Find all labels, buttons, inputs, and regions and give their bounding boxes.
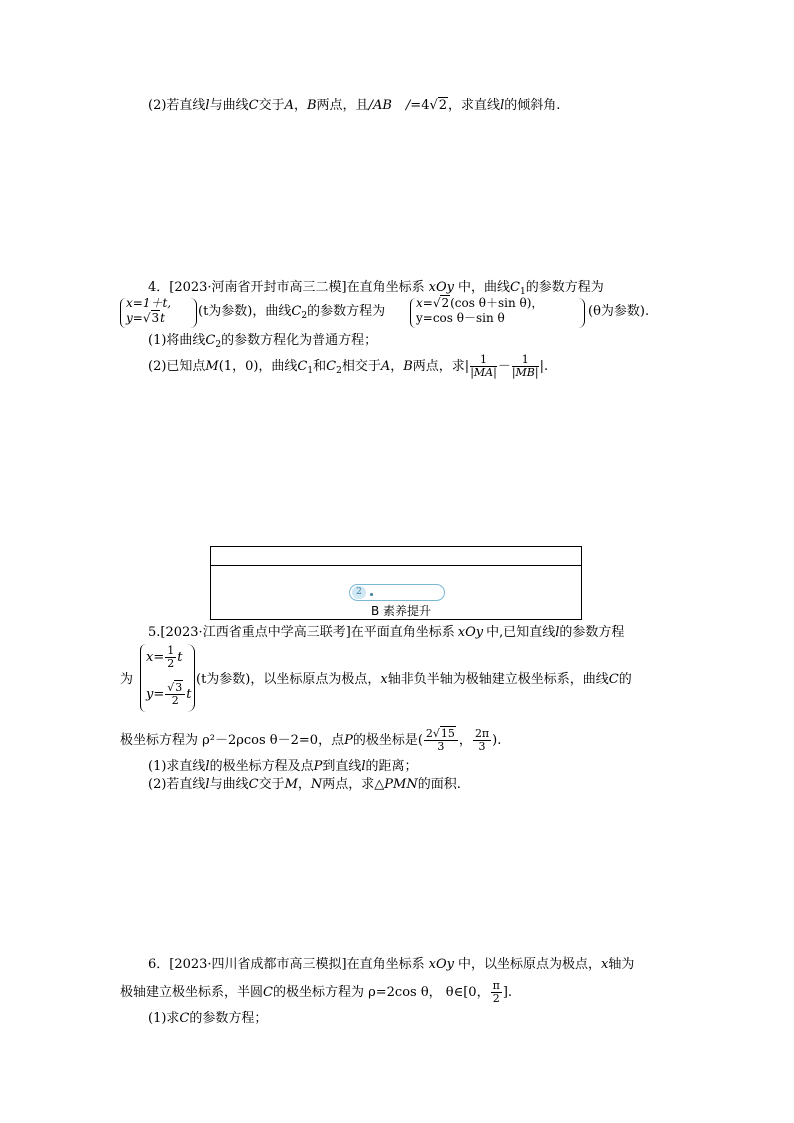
- q4-part2: (2)已知点M(1，0)，曲线$C_1$和$C_2$相交于A，B两点，求| $\frac{1}{|MA|}$ － $\frac{1}{|MB|}$ |.: [148, 353, 549, 379]
- q4-stem: 4．[2023·河南省开封市高三二模]在直角坐标系 xOy 中，曲线$C_1$的参数方程为: [148, 280, 604, 297]
- section-title: B 素养提升: [371, 604, 432, 618]
- q6-stem: 6．[2023·四川省成都市高三模拟]在直角坐标系 xOy 中，以坐标原点为极点，x轴为: [148, 957, 635, 972]
- q4-system2-paren: [578, 298, 585, 328]
- section-number-icon: 2: [352, 586, 366, 599]
- q5-part1: (1)求直线l的极坐标方程及点P到直线l的距离；: [148, 759, 418, 774]
- dot-icon: [370, 593, 373, 596]
- section-banner: [210, 546, 582, 620]
- q4-part1: (1)将曲线$C_2$的参数方程化为普通方程；: [148, 333, 378, 350]
- q5-polar-line: 极坐标方程为 ρ²－2ρcos θ－2=0，点P的极坐标是( $\frac{2√15}{3}$ ， $\frac{2\pi}{3}$ ).: [120, 727, 502, 753]
- q5-system-paren: [187, 644, 195, 712]
- q4-system1-paren: [190, 298, 197, 328]
- q6-part1: (1)求C的参数方程；: [148, 1011, 268, 1026]
- banner-rule: [211, 565, 581, 566]
- q4-param2-text: (θ为参数).: [588, 304, 650, 319]
- q5-wei: 为: [120, 672, 134, 687]
- q6-stem-cont: 极轴建立极坐标系，半圆C的极坐标方程为 ρ=2cos θ， θ∈[0， $\frac{\pi}{2}$ ].: [120, 979, 513, 1005]
- q4-system2-line1: x=√2(cos θ＋sin θ)，: [416, 296, 544, 310]
- q4-system2-line2: y=cos θ－sin θ: [416, 311, 505, 325]
- q4-fraction-1: $\frac{1}{|MA|}$: [470, 353, 497, 379]
- q4-system1-line1: x=1＋t,: [126, 296, 172, 310]
- q5-stem-cont: (t为参数)，以坐标原点为极点，x轴非负半轴为极轴建立极坐标系，曲线C的: [196, 672, 632, 687]
- q5-part2: (2)若直线l与曲线C交于M，N两点，求△PMN的面积.: [148, 777, 461, 792]
- q5-stem: 5.[2023·江西省重点中学高三联考]在平面直角坐标系 xOy 中,已知直线l的参数方程: [148, 625, 625, 640]
- q4-system1-line2: y=√3t: [126, 311, 165, 325]
- q3-part2: (2)若直线l与曲线C交于A，B两点，且/AB /=4√2，求直线l的倾斜角.: [148, 98, 561, 113]
- q4-param-text: (t为参数)，曲线$C_2$的参数方程为: [198, 304, 386, 321]
- q5-system-line2: y= $\frac{√3}{2}$ t: [146, 681, 192, 707]
- section-badge: [349, 584, 445, 601]
- q4-fraction-2: $\frac{1}{|MB|}$: [511, 353, 539, 379]
- q5-system-line1: x= $\frac{1}{2}$ t: [146, 644, 183, 670]
